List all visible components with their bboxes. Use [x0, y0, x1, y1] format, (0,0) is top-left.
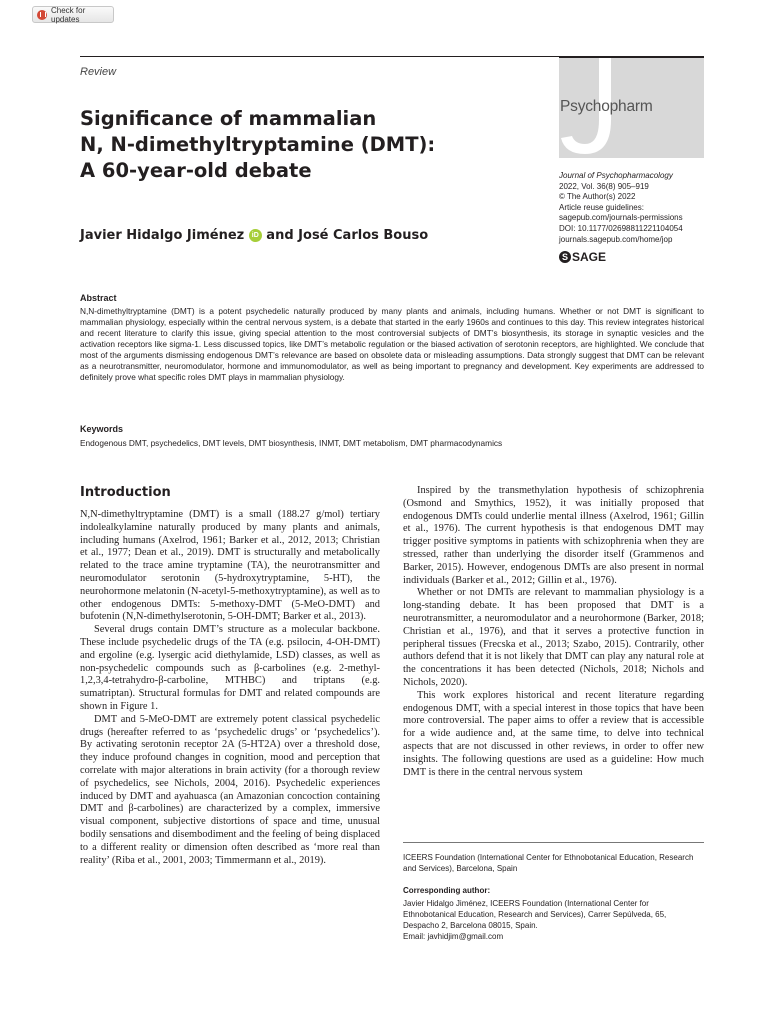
journal-volume: 2022, Vol. 36(8) 905–919 [559, 181, 649, 191]
author-connector: and [266, 228, 294, 243]
body-column-left [80, 509, 380, 867]
journal-info [559, 171, 759, 245]
orcid-icon[interactable]: iD [249, 229, 262, 242]
abstract-heading: Abstract [80, 293, 117, 303]
body-column-right [403, 485, 704, 779]
journal-logo-text: Psychopharm [560, 98, 653, 115]
article-type: Review [80, 66, 117, 78]
abstract-text: N,N-dimethyltryptamine (DMT) is a potent psychedelic naturally produced by many plants and animals, including humans. Whether or not DMT is significant to mammalian physiology, especially within the central nervous system, is a debate that started in the early 1960s and continues to this day. This review integrates historical and recent literature to clarify this issue, giving special attention to the most controversial subjects of DMT’s biosynthesis, its storage in synaptic vesicles and the activation receptors like sigma-1. Less discussed topics, like DMT’s metabolic regulation or the biased activation of serotonin receptors, are highlighted. We conclude that most of the arguments dismissing endogenous DMT’s relevance are based on obsolete data or misleading assumptions. Data strongly suggest that DMT can be relevant as a neurotransmitter, neuromodulator, hormone and immunomodulator, as well as being important to pregnancy and development. Key experiments are addressed to definitely prove what specific roles DMT plays in mammalian physiology. [80, 306, 704, 382]
author-name: José Carlos Bouso [298, 228, 429, 243]
paragraph: This work explores historical and recent literature regarding endogenous DMT, with a special interest in those topics that have been more controversial. The paper aims to offer a review that is accessible for a wide audience and, at the same time, to delve into technical aspects that are not discussed in other reviews, in order to offer new insights. The following questions are used as a guideline: How much DMT is there in the central nervous system [403, 689, 704, 778]
check-for-updates-badge[interactable] [32, 6, 114, 23]
paragraph: DMT and 5-MeO-DMT are extremely potent classical psychedelic drugs (hereafter referred to as ‘psychedelic drugs’ or ‘psychedelics’). By activating serotonin receptor 2A (5-HT2A) over a threshold dose, they induce profound changes in cognition, mood and perception that correlate with major alterations in brain activity (for a thorough review of psychedelics, see Nichols, 2004, 2016). Psychedelic experiences induced by DMT and ayahuasca (an Amazonian concoction containing DMT and β-carbolines) are characterized by a complex, immersive visual component, subjective distortions of space and time, unusual bodily sensations and disembodiment and the feeling of being displaced to a different reality or dimension often described as ‘more real than reality’ (Riba et al., 2001, 2003; Timmermann et al., 2019). [80, 713, 380, 866]
check-for-updates-label: Check for updates [51, 5, 86, 24]
journal-name: Journal of Psychopharmacology [559, 171, 673, 180]
bookmark-icon [37, 10, 47, 20]
corresponding-author-email[interactable]: Email: javhidjim@gmail.com [403, 932, 504, 941]
journal-logo [559, 56, 704, 158]
paragraph: Whether or not DMTs are relevant to mammalian physiology is a long-standing debate. It has been proposed that DMT is a neurotransmitter, a neuromodulator and a neurohormone (Barker, 2018; Christian et al., 1976), and that it serves a protective function in peripheral tissues (Frecska et al., 2013; Szabo, 2015). Contrarily, other authors defend that it is not likely that DMT can play any natural role at the concentrations it has been detected (Nichols, 2018; Nichols and Nichols, 2020). [403, 587, 704, 688]
publisher-name: SAGE [572, 250, 607, 264]
author-name: Javier Hidalgo Jiménez [80, 228, 245, 243]
corresponding-author-address: Javier Hidalgo Jiménez, ICEERS Foundation (International Center for Ethnobotanical Education, Research and Services), Carrer Sepúlveda, 65, Despacho 2, Barcelona 08015, Spain. [403, 899, 667, 930]
journal-doi[interactable]: DOI: 10.1177/02698811221104054 [559, 223, 683, 233]
journal-copyright: © The Author(s) 2022 [559, 192, 636, 202]
title-line: N, N-dimethyltryptamine (DMT): [80, 133, 436, 156]
article-title [80, 106, 540, 184]
paragraph: Inspired by the transmethylation hypothesis of schizophrenia (Osmond and Smythics, 1952), it was initially proposed that endogenous DMTs could underlie mental illness (Axelrod, 1961; Gillin et al., 1976). The current hypothesis is that endogenous DMT may trigger positive symptoms in patients with schizophrenia when they are stressed, rather than underlying the disorder itself (Grammenos and Barker, 2015). However, endogenous DMTs are also present in normal individuals (Barker et al., 2012; Gillin et al., 1976). [403, 485, 704, 586]
journal-reuse-link[interactable]: sagepub.com/journals-permissions [559, 213, 683, 223]
keywords-heading: Keywords [80, 424, 124, 434]
title-line: Significance of mammalian [80, 107, 377, 130]
journal-home-link[interactable]: journals.sagepub.com/home/jop [559, 234, 673, 244]
corresponding-author [403, 898, 704, 942]
section-heading: Introduction [80, 485, 171, 500]
affiliation: ICEERS Foundation (International Center for Ethnobotanical Education, Research and Services), Barcelona, Spain [403, 853, 694, 873]
keywords-text: Endogenous DMT, psychedelics, DMT levels, DMT biosynthesis, INMT, DMT metabolism, DMT pharmacodynamics [80, 438, 503, 448]
sage-icon: S [559, 251, 571, 263]
author-list [80, 228, 428, 243]
footnote-rule [403, 842, 704, 843]
title-line: A 60-year-old debate [80, 159, 312, 182]
paragraph: Several drugs contain DMT’s structure as a molecular backbone. These include psychedelic drugs of the TA (e.g. psilocin, 4-OH-DMT) and ergoline (e.g. lysergic acid diethylamide, LSD) classes, as well as non-psychedelic compounds such as β-carbolines (e.g. 2-methyl-1,2,3,4-tetrahydro-β-carboline, MTHBC) and triptans (e.g. sumatriptan). Structural formulas for DMT and related compounds are shown in Figure 1. [80, 624, 380, 712]
journal-reuse: Article reuse guidelines: [559, 202, 644, 212]
paragraph: N,N-dimethyltryptamine (DMT) is a small (188.27 g/mol) tertiary indolealkylamine naturally produced by many plants and animals, including humans (Axelrod, 1961; Barker et al., 2012, 2013; Christian et al., 1977; Dean et al., 2019). DMT is structurally and metabolically related to the trace amine tryptamine (TA), the neurotransmitter and neuromodulator serotonin (5-hydroxytryptamine, 5-HT), the neurohormone melatonin (N-acetyl-5-methoxytryptamine), as well as to other endogenous DMTs: 5-methoxy-DMT (5-MeO-DMT) and bufotenin (N,N-dimethylserotonin, 5-OH-DMT; Barker et al., 2013). [80, 509, 380, 623]
header-rule [80, 56, 560, 57]
corresponding-author-heading: Corresponding author: [403, 886, 491, 895]
publisher-logo [559, 250, 606, 264]
